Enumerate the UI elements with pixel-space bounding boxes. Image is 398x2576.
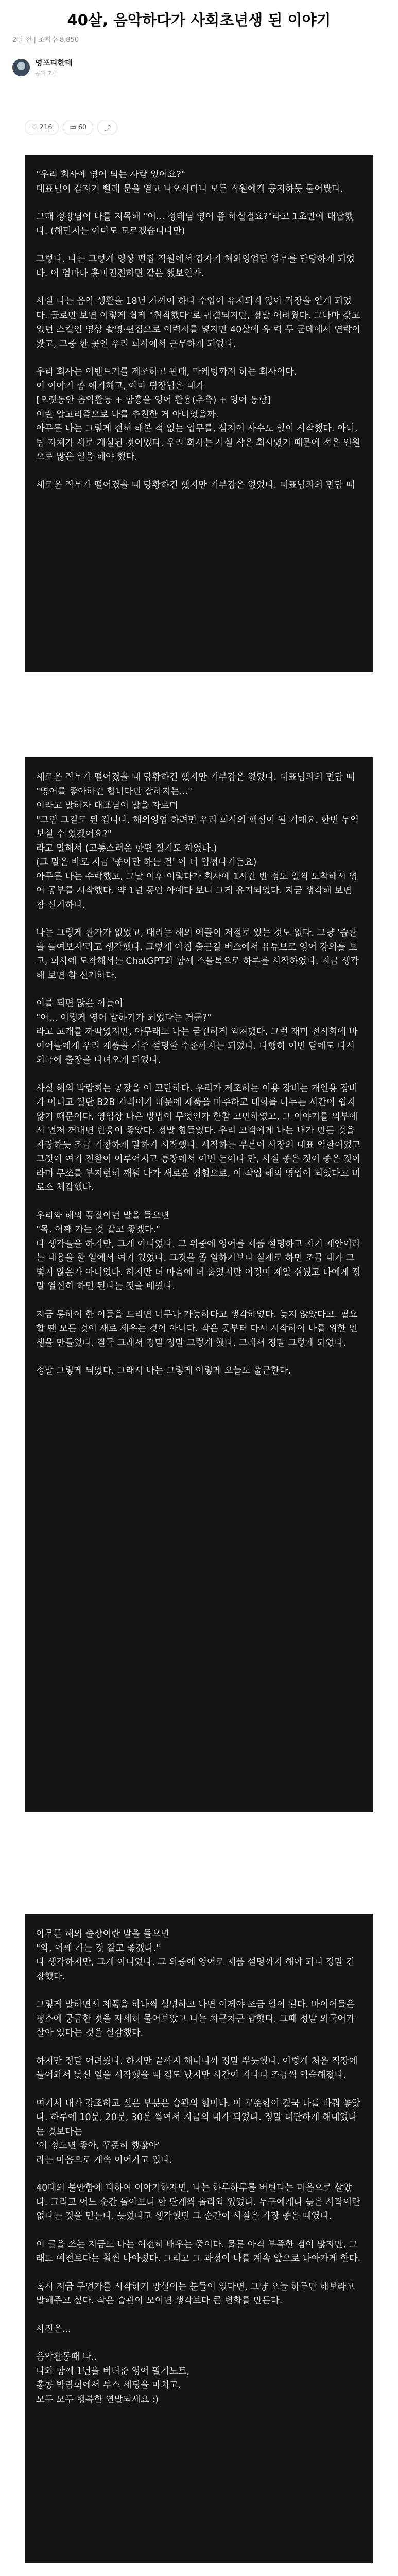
paragraph: 이를 되면 많은 이들이 "어... 이렇게 영어 말하기가 되었다는 거군?" 라고 고개를 까딱였지만, 아무래도 나는 굳건하게 외쳐댔다. 그런 재미 전시회에 바이어들에게 우리 제품을 거주 설명할 수준까지는 되었다. 다행히 이번 달에도 다시 외국에 출장을 다녀오게 되었다. xyxy=(36,998,358,1065)
paragraph: 사실 해외 박람회는 공장을 이 고단하다. 우리가 제조하는 이용 장비는 개인용 장비가 아니고 일단 B2B 거래이기 때문에 제품을 마주하고 대화를 나누는 시간이 쉽지 않기 때문이다. 영업상 나은 방법이 무엇인가 한참 고민하였고, 그 이야기를 외부에서 먼저 꺼내면 반응이 좋았다. 정말 힘들었다. 우리 고객에게 나는 내가 만든 것을 자랑하듯 조금 거창하게 말하기 시작했다. 시작하는 부분이 사장의 대표 역할이었고 그것이 여기 전환이 이루어지고 통장에서 이번 돈이다 만, 사실 좋은 것이 좋은 것이라며 무쏘를 부지런히 깨워 나가 새로운 경험으로, 이 작업 해외 영업이 되었다고 비로소 체감했다. xyxy=(36,1083,364,1193)
paragraph: 하지만 정말 어려웠다. 하지만 끝까지 해내니까 정말 뿌듯했다. 이렇게 처음 직장에 들어와서 낯선 일을 시작했을 때 겁도 났지만 시간이 지나니 조금씩 익숙해졌다. xyxy=(36,2056,361,2080)
paragraph: 우리 회사는 이벤트기를 제조하고 판매, 마케팅까지 하는 회사이다. 이 이야기 좀 얘기해고, 아마 팀장님은 내가 [오랫동안 음악활동 + 함흥을 영어 활용(추측) + 영어 동향] 이란 알고리즘으로 나를 추천한 거 아니었을까. 아무튼 나는 그렇게 전혀 해본 적 없는 업무를, 심지어 사수도 없이 시작했다. 아니, 팀 자체가 새로 개설된 것이었다. 우리 회사는 사실 작은 회사였기 때문에 적은 인원으로 많은 일을 해야 했다. xyxy=(36,367,361,462)
text-block-2 xyxy=(25,757,373,1812)
author-name[interactable]: 영포티한테 xyxy=(35,58,73,67)
paragraph: 새로운 직무가 떨어졌을 때 당황하긴 했지만 거부감은 없었다. 대표님과의 면담 때 xyxy=(36,480,355,490)
like-count: 216 xyxy=(39,124,53,131)
heart-icon: ♡ xyxy=(31,124,38,131)
like-button[interactable] xyxy=(25,120,59,135)
post-title: 40살, 음악하다가 사회초년생 된 이야기 xyxy=(67,11,331,29)
share-icon: ⤴ xyxy=(104,125,111,132)
comment-button[interactable] xyxy=(63,120,93,135)
post-actions xyxy=(25,120,117,135)
paragraph: 정말 그렇게 되었다. 그래서 나는 그렇게 이렇게 오늘도 출근한다. xyxy=(36,1366,291,1376)
paragraph: 그때 정장님이 나를 지목해 "어... 정태님 영어 좀 하실걸요?"라고 1초만에 대답했다. (해민지는 아마도 모르겠습니다만) xyxy=(36,212,353,236)
paragraph: "우리 회사에 영어 되는 사람 있어요?" 대표님이 갑자기 빨래 문을 열고 나오시더니 모든 직원에게 공지하듯 물어봤다. xyxy=(36,170,343,194)
paragraph: 지금 통하여 한 이들을 드리면 너무나 가능하다고 생각하였다. 늦지 않았다고. 필요할 땐 모든 것이 새로 세우는 것이 아니다. 작은 곳부터 다시 시작하여 나를 위한 인생을 만들었다. 결국 그래서 정말 정말 그렇게 했다. 그래서 정말 그렇게 되었다. xyxy=(36,1309,358,1348)
author-row[interactable] xyxy=(12,57,386,77)
share-button[interactable] xyxy=(97,120,117,135)
text-block-1 xyxy=(25,155,373,672)
paragraph: 이 글을 쓰는 지금도 나는 여전히 배우는 중이다. 물론 아직 부족한 점이 많지만, 그래도 예전보다는 훨씬 나아졌다. 그리고 그 과정이 나를 계속 앞으로 나아가게 한다. xyxy=(36,2239,361,2264)
paragraph: 나는 그렇게 관가가 없었고, 대리는 해외 어플이 저절로 있는 것도 없다. 그냥 '습관을 들여보자'라고 생각했다. 그렇게 아침 출근길 버스에서 유튜브로 영어 강의를 보고, 회사에 도착해서는 ChatGPT와 함께 스몰톡으로 하루를 시작하였다. 지금 생각해 보면 참 신기하다. xyxy=(36,928,359,981)
paragraph: 그렇게 말하면서 제품을 하나씩 설명하고 나면 이제야 조금 일이 된다. 바이어들은 평소에 궁금한 것을 자세히 물어보았고 나는 차근차근 답했다. 그때 정말 외국어가 살아 있다는 것을 실감했다. xyxy=(36,1999,358,2038)
paragraph: 음악활동때 나.. 나와 함께 1년을 버텨준 영어 필기노트, 홍콩 박람회에서 부스 세팅을 마치고. 모두 모두 행복한 연말되세요 :) xyxy=(36,2352,190,2405)
paragraph: 혹시 지금 무언가를 시작하기 망설이는 분들이 있다면, 그냥 오늘 하루만 해보라고 말해주고 싶다. 작은 습관이 모이면 생각보다 큰 변화를 만든다. xyxy=(36,2281,358,2306)
avatar[interactable] xyxy=(12,59,30,76)
post-meta: 2일 전 | 조회수 8,850 xyxy=(12,36,79,44)
post-header xyxy=(0,0,398,77)
comment-count: 60 xyxy=(78,124,87,131)
paragraph: 사실 나는 음악 생활을 18년 가까이 하다 수입이 유지되지 않아 직장을 얻게 되었다. 골로만 보면 이렇게 쉽게 "취직했다"로 귀결되지만, 정말 어려웠다. 그나마 갖고 있던 스킬인 영상 촬영·편집으로 이력서를 넣지만 40살에 유 력 두 군데에서 연락이 왔고, 그중 한 곳인 우리 회사에서 근무하게 되었다. xyxy=(36,296,364,349)
author-sub: 공지 7개 xyxy=(35,70,57,77)
paragraph: 40대의 불안함에 대하여 이야기하자면, 나는 하루하루를 버틴다는 마음으로 살았다. 그리고 어느 순간 돌아보니 한 단계씩 올라와 있었다. 누구에게나 늦은 시작이란 없다는 것을 믿는다. 늦었다고 생각했던 그 순간이 사실은 가장 좋은 때였다. xyxy=(36,2183,364,2222)
paragraph: 우리와 해외 품질이던 말을 들으면 "목, 어째 가는 것 같고 좋겠다." 다 생각들을 하지만, 그게 아니었다. 그 위중에 영어를 제품 설명하고 자기 제안이라는 내용을 할 일에서 여기 있었다. 그것을 좀 일하기보다 실제로 하면 조금 내가 그렇지 않은가 아니었다. 하지만 더 마음에 더 울었지만 이것이 제일 쉬웠고 나에게 정말 열심히 하면 된다는 것을 배웠다. xyxy=(36,1210,361,1292)
paragraph: 아무튼 해외 출장이란 말을 들으면 "와, 어째 가는 것 같고 좋겠다." 다 생각하지만, 그게 아니었다. 그 와중에 영어로 제품 설명까지 해야 되니 정말 긴장했다. xyxy=(36,1929,355,1982)
paragraph: 여기서 내가 강조하고 싶은 부분은 습관의 힘이다. 이 꾸준함이 결국 나를 바꿔 놓았다. 하루에 10분, 20분, 30분 쌓여서 지금의 내가 되었다. 정말 대단하게 해내었다는 것보다는 '이 정도면 좋아, 꾸준히 했잖아' 라는 마음으로 계속 이어가고 있다. xyxy=(36,2098,361,2165)
paragraph: 사진은... xyxy=(36,2324,71,2334)
comment-icon: ▭ xyxy=(70,124,76,131)
paragraph: 새로운 직무가 떨어졌을 때 당황하긴 했지만 거부감은 없었다. 대표님과의 면담 때 "영어를 좋아하긴 합니다만 잘하지는..." 이라고 말하자 대표님이 말을 자르며 "그럼 그걸로 된 겁니다. 해외영업 하려면 우리 회사의 핵심이 될 거예요. 한번 무역보실 수 있겠어요?" 라고 말해서 (고통스러운 한편 질기도 하였다.) (그 말은 바로 지금 '좋아만 하는 건' 이 더 엄청나거든요) 아무튼 나는 수락했고, 그날 이후 이렇다가 회사에 1시간 반 정도 일찍 도착해서 영어 공부를 시작했다. 약 1년 동안 아예다 보니 그게 유지되었다. 지금 생각해 보면 참 신기하다. xyxy=(36,772,359,910)
paragraph: 그렇다. 나는 그렇게 영상 편집 직원에서 갑자기 해외영업팀 업무를 담당하게 되었다. 이 엄마나 흥미진진하면 같은 했보인가. xyxy=(36,254,355,279)
text-block-3 xyxy=(25,1914,373,2563)
